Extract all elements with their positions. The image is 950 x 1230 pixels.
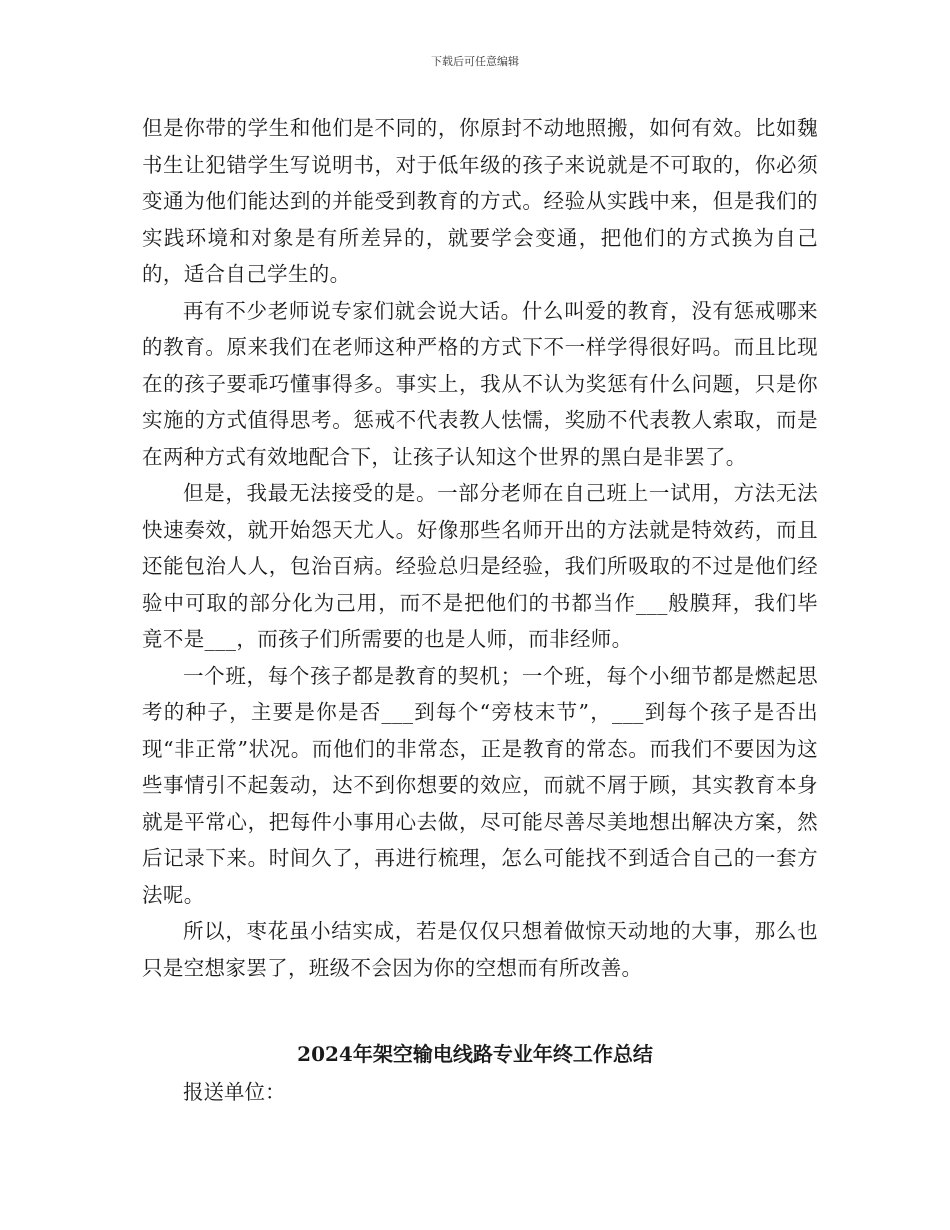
- paragraph-4: 一个班，每个孩子都是教育的契机；一个班，每个小细节都是燃起思考的种子，主要是你是否___到每个“旁枝末节”，___到每个孩子是否出现“非正常”状况。而他们的非常态，正是教育的常态。而我们不要因为这些事情引不起轰动，达不到你想要的效应，而就不屑于顾，其实教育本身就是平常心，把每件小事用心去做，尽可能尽善尽美地想出解决方案，然后记录下来。时间久了，再进行梳理，怎么可能找不到适合自己的一套方法呢。: [142, 663, 818, 907]
- document-body: [142, 110, 818, 986]
- paragraph-3: 但是，我最无法接受的是。一部分老师在自己班上一试用，方法无法快速奏效，就开始怨天尤人。好像那些名师开出的方法就是特效药，而且还能包治人人，包治百病。经验总归是经验，我们所吸取的不过是他们经验中可取的部分化为己用，而不是把他们的书都当作___般膜拜，我们毕竟不是___，而孩子们所需要的也是人师，而非经师。: [142, 481, 818, 651]
- paragraph-1: 但是你带的学生和他们是不同的，你原封不动地照搬，如何有效。比如魏书生让犯错学生写说明书，对于低年级的孩子来说就是不可取的，你必须变通为他们能达到的并能受到教育的方式。经验从实践中来，但是我们的实践环境和对象是有所差异的，就要学会变通，把他们的方式换为自己的，适合自己学生的。: [142, 116, 818, 286]
- document-title: 2024年架空输电线路专业年终工作总结: [297, 1042, 653, 1066]
- page-header: 下载后可任意编辑: [431, 55, 519, 68]
- paragraph-2: 再有不少老师说专家们就会说大话。什么叫爱的教育，没有惩戒哪来的教育。原来我们在老师这种严格的方式下不一样学得很好吗。而且比现在的孩子要乖巧懂事得多。事实上，我从不认为奖惩有什么问题，只是你实施的方式值得思考。惩戒不代表教人怯懦，奖励不代表教人索取，而是在两种方式有效地配合下，让孩子认知这个世界的黑白是非罢了。: [142, 298, 818, 469]
- paragraph-5: 所以，枣花虽小结实成，若是仅仅只想着做惊天动地的大事，那么也只是空想家罢了，班级不会因为你的空想而有所改善。: [142, 919, 818, 980]
- report-to-label: 报送单位：: [183, 1080, 286, 1104]
